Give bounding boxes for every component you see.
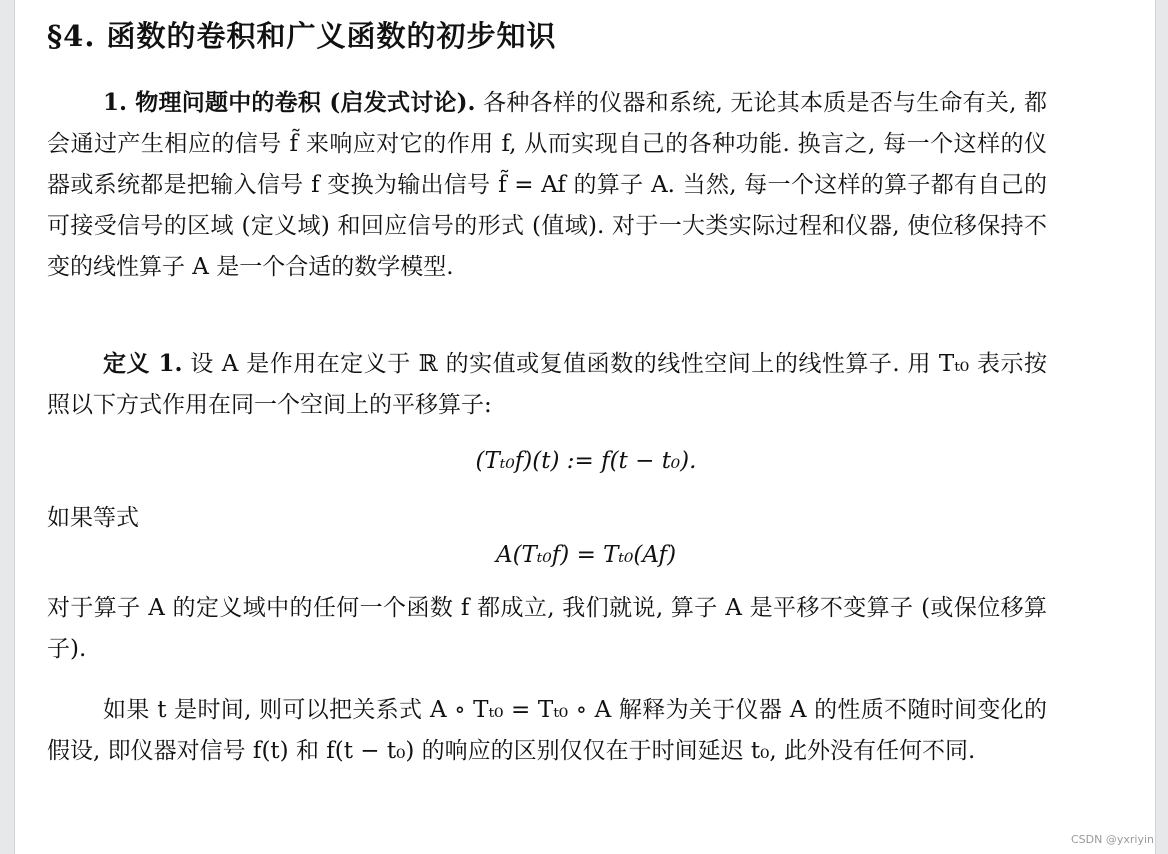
paragraph-if-equality: 如果等式 [47,505,139,531]
paragraph-shift-invariant-definition: 对于算子 A 的定义域中的任何一个函数 f 都成立, 我们就说, 算子 A 是平移不变算子 (或保位移算子). [47,595,1047,662]
definition-1 [47,343,1047,426]
definition-lead: 定义 1. [103,350,183,377]
definition-text: 设 A 是作用在定义于 ℝ 的实值或复值函数的线性空间上的线性算子. 用 Tₜ₀ 表示按照以下方式作用在同一个空间上的平移算子: [47,351,1047,418]
watermark-text: CSDN @yxriyin [1071,833,1154,846]
equation-shift-invariance: A(Tₜ₀f) = Tₜ₀(Af) [495,542,677,568]
paragraph-text: 各种各样的仪器和系统, 无论其本质是否与生命有关, 都会通过产生相应的信号 f̃ 来响应对它的作用 f, 从而实现自己的各种功能. 换言之, 每一个这样的仪器或系统都是把输入信号 f 变换为输出信号 f̃ = Af 的算子 A. 当然, 每一个这样的算子都有自己的可接受信号的区域 (定义域) 和回应信号的形式 (值域). 对于一大类实际过程和仪器, 使位移保持不变的线性算子 A 是一个合适的数学模型. [47,90,1047,280]
equation-shift-operator: (Tₜ₀f)(t) := f(t − t₀). [475,448,697,474]
paragraph-time-interpretation: 如果 t 是时间, 则可以把关系式 A ∘ Tₜ₀ = Tₜ₀ ∘ A 解释为关于仪器 A 的性质不随时间变化的假设, 即仪器对信号 f(t) 和 f(t − t₀) 的响应的区别仅仅在于时间延迟 t₀, 此外没有任何不同. [47,697,1047,764]
paragraph-lead: 1. 物理问题中的卷积 (启发式讨论). [103,89,476,116]
section-heading: §4. 函数的卷积和广义函数的初步知识 [47,19,557,53]
paragraph-physical-convolution [47,82,1047,288]
document-page [14,0,1156,854]
